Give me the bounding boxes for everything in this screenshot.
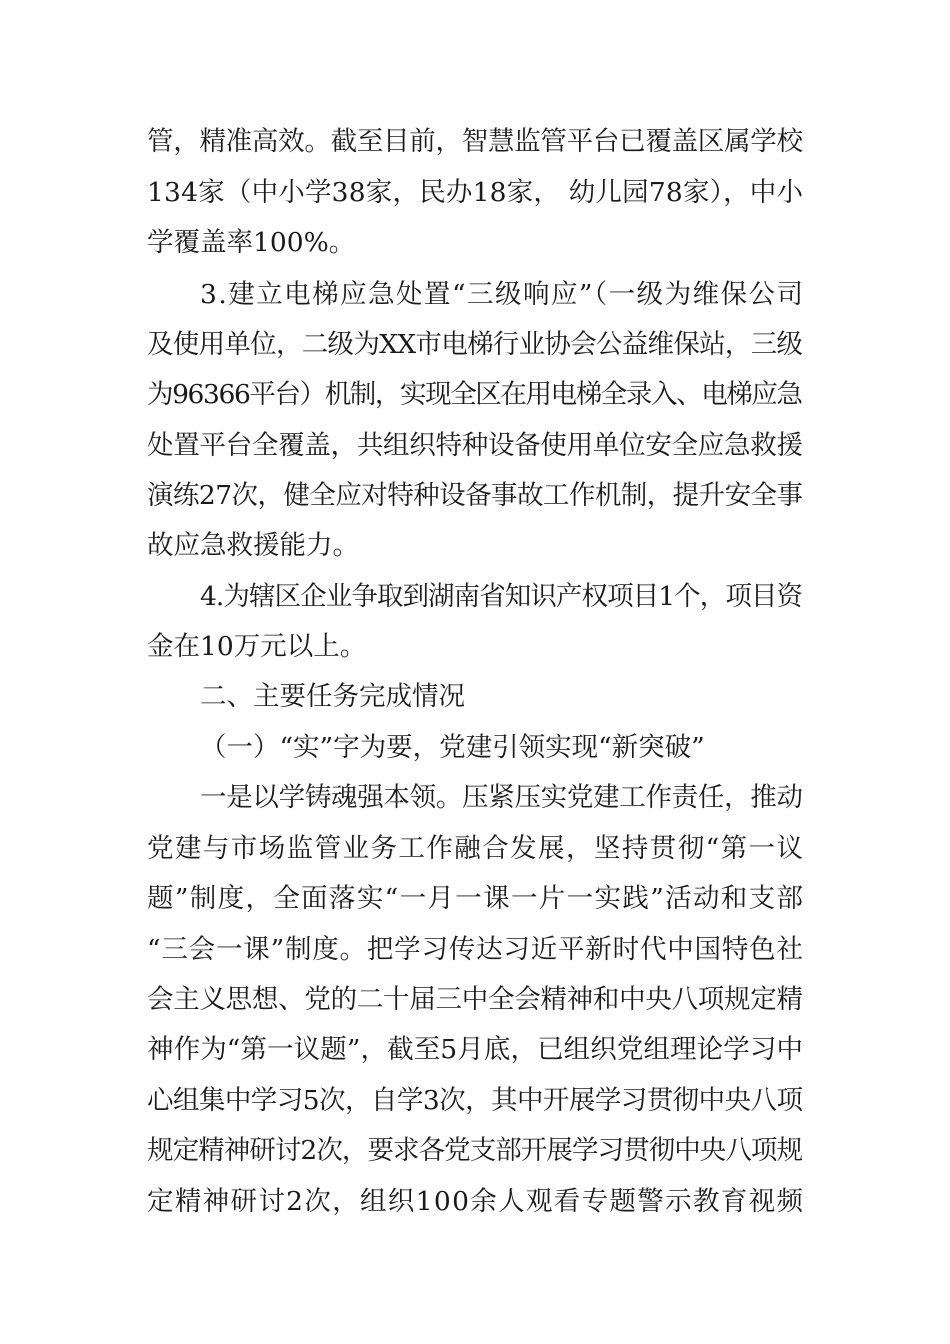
line-text: 一是以学铸魂强本领。压紧压实党建工作责任，推动 <box>200 782 803 813</box>
line-text: 规定精神研讨2次，要求各党支部开展学习贯彻中央八项规 <box>147 1135 803 1166</box>
item-3-line-5 <box>0 476 950 516</box>
body-line-2 <box>0 173 950 213</box>
body-line-3 <box>0 223 950 263</box>
line-text: 4.为辖区企业争取到湖南省知识产权项目1个，项目资 <box>200 581 803 612</box>
para-line-1 <box>0 778 950 818</box>
line-text: 党建与市场监管业务工作融合发展，坚持贯彻“第一议 <box>147 833 805 864</box>
line-text: （一）“实”字为要，党建引领实现“新突破” <box>200 732 705 763</box>
item-3-line-6 <box>0 526 950 566</box>
line-text: 故应急救援能力。 <box>147 530 359 561</box>
line-text: 会主义思想、党的二十届三中全会精神和中央八项规定精 <box>147 984 803 1015</box>
item-3-line-4 <box>0 426 950 466</box>
item-3-line-1 <box>0 275 950 315</box>
subsection-heading <box>0 728 950 768</box>
section-heading <box>0 677 950 717</box>
body-line-1 <box>0 122 950 162</box>
line-text: 为96366平台）机制，实现全区在用电梯全录入、电梯应急 <box>147 379 802 410</box>
line-text: 演练27次，健全应对特种设备事故工作机制，提升安全事 <box>147 480 803 511</box>
para-line-7 <box>0 1081 950 1121</box>
item-4-line-1 <box>0 577 950 617</box>
line-text: 定精神研讨2次，组织100余人观看专题警示教育视频 <box>147 1186 805 1217</box>
para-line-4 <box>0 930 950 970</box>
para-line-2 <box>0 829 950 869</box>
para-line-9 <box>0 1182 950 1222</box>
item-4-line-2 <box>0 627 950 667</box>
line-text: 处置平台全覆盖，共组织特种设备使用单位安全应急救援 <box>147 430 803 461</box>
line-text: 神作为“第一议题”，截至5月底，已组织党组理论学习中 <box>147 1034 804 1065</box>
line-text: 题”制度，全面落实“一月一课一片一实践”活动和支部 <box>147 883 805 914</box>
line-text: 心组集中学习5次，自学3次，其中开展学习贯彻中央八项 <box>147 1085 803 1116</box>
para-line-3 <box>0 879 950 919</box>
line-text: 金在10万元以上。 <box>147 631 367 662</box>
line-text: 3.建立电梯应急处置“三级响应”（一级为维保公司 <box>200 279 805 310</box>
item-3-line-3 <box>0 375 950 415</box>
line-text: 134家（中小学38家，民办18家， 幼儿园78家），中小 <box>147 177 804 208</box>
para-line-8 <box>0 1131 950 1171</box>
line-text: 及使用单位，二级为XX市电梯行业协会公益维保站，三级 <box>147 329 803 360</box>
line-text: 学覆盖率100%。 <box>147 227 356 258</box>
item-3-line-2 <box>0 325 950 365</box>
line-text: “三会一课”制度。把学习传达习近平新时代中国特色社 <box>147 934 804 965</box>
line-text: 二、主要任务完成情况 <box>200 681 465 712</box>
line-text: 管，精准高效。截至目前，智慧监管平台已覆盖区属学校 <box>147 126 803 157</box>
para-line-5 <box>0 980 950 1020</box>
para-line-6 <box>0 1030 950 1070</box>
